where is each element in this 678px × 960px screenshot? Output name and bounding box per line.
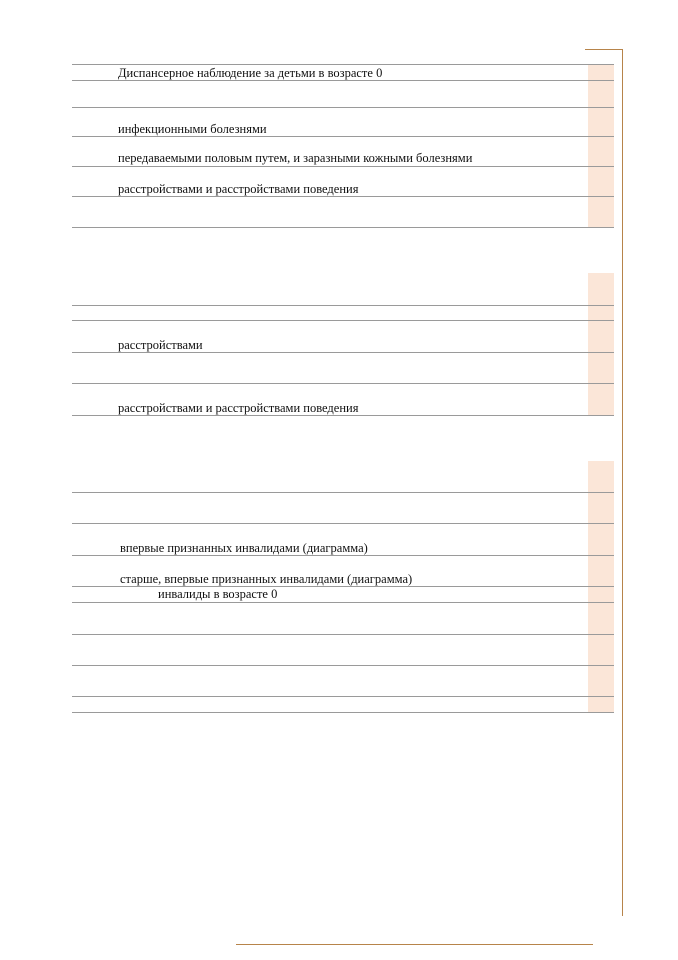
table-rule: [72, 586, 614, 587]
table-rule: [72, 696, 614, 697]
table-rule: [72, 196, 614, 197]
section-1-line-2: инфекционными болезнями: [118, 122, 267, 136]
table-rule: [72, 320, 614, 321]
table-rule: [72, 305, 614, 306]
section-3-line-2: старше, впервые признанных инвалидами (диаграмма): [120, 572, 413, 586]
frame-bottom-line: [236, 944, 593, 945]
section-2-line-1: расстройствами: [118, 338, 203, 352]
table-rule: [72, 523, 614, 524]
table-rule: [72, 227, 614, 228]
table-rule: [72, 665, 614, 666]
section-1-line-4: расстройствами и расстройствами поведения: [118, 182, 359, 196]
section-1-shade: [588, 64, 614, 227]
section-1-line-3: передаваемыми половым путем, и заразными кожными болезнями: [118, 151, 473, 165]
section-2-shade: [588, 273, 614, 415]
table-rule: [72, 555, 614, 556]
table-rule: [72, 64, 614, 65]
table-rule: [72, 166, 614, 167]
table-rule: [72, 383, 614, 384]
section-3-line-3: инвалиды в возрасте 0: [158, 587, 278, 601]
section-3-line-1: впервые признанных инвалидами (диаграмма): [120, 541, 368, 555]
frame-top-line: [585, 49, 622, 50]
section-2-line-2: расстройствами и расстройствами поведения: [118, 401, 359, 415]
table-rule: [72, 602, 614, 603]
table-rule: [72, 80, 614, 81]
section-1-line-1: Диспансерное наблюдение за детьми в возрасте 0: [118, 66, 383, 80]
table-rule: [72, 634, 614, 635]
frame-right-line: [622, 49, 623, 916]
table-rule: [72, 415, 614, 416]
table-rule: [72, 492, 614, 493]
table-rule: [72, 352, 614, 353]
table-rule: [72, 107, 614, 108]
table-rule: [72, 136, 614, 137]
table-rule: [72, 712, 614, 713]
